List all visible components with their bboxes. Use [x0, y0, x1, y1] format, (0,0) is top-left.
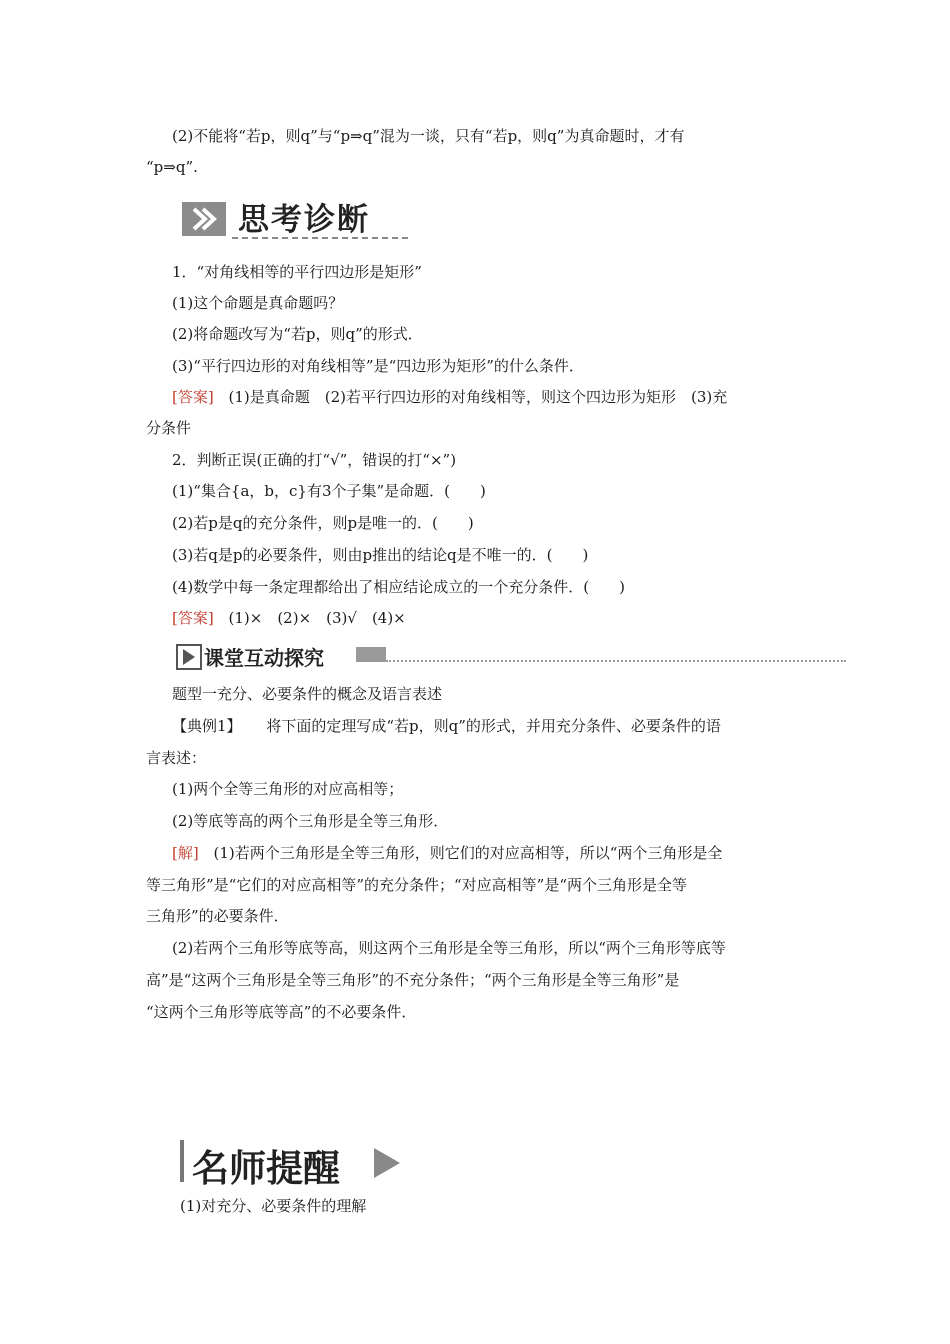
solution-text: (1)若两个三角形是全等三角形，则它们的对应高相等，所以“两个三角形是全: [213, 844, 723, 862]
example-line-2: 言表述：: [146, 749, 207, 767]
title-underline: [232, 237, 408, 239]
section-header-thinking: [182, 194, 408, 242]
section-header-tips: [180, 1138, 420, 1190]
q2-sub1: (1)“集合{a，b，c}有3个子集”是命题．( ): [172, 482, 486, 500]
title-dotted-rule: [386, 660, 846, 662]
q1-sub3: (3)“平行四边形的对角线相等”是“四边形为矩形”的什么条件．: [172, 357, 584, 375]
example-tag: 【典例1】: [172, 717, 242, 735]
q2-answer: [172, 608, 406, 628]
q1-answer-line-1: [172, 387, 727, 407]
section-title-thinking: 思考诊断: [238, 202, 370, 238]
q1-sub2: (2)将命题改写为“若p，则q”的形式．: [172, 325, 423, 343]
q2-sub2: (2)若p是q的充分条件，则p是唯一的．( ): [172, 514, 474, 532]
answer-tag: [答案]: [172, 388, 214, 406]
example-line-1: [172, 716, 721, 736]
example-text: 将下面的定理写成“若p，则q”的形式，并用充分条件、必要条件的语: [266, 717, 721, 735]
play-arrow-icon: [176, 644, 202, 670]
topic-heading: 题型一充分、必要条件的概念及语言表述: [172, 685, 443, 703]
top-note-line-1: (2)不能将“若p，则q”与“p⇒q”混为一谈，只有“若p，则q”为真命题时，才有: [172, 127, 685, 145]
title-vertical-bar: [180, 1140, 184, 1182]
q1-answer-text: (1)是真命题 (2)若平行四边形的对角线相等，则这个四边形为矩形 (3)充: [228, 388, 728, 406]
q1-sub1: (1)这个命题是真命题吗？: [172, 294, 344, 312]
q1-stem: 1．“对角线相等的平行四边形是矩形”: [172, 263, 422, 281]
triangle-right-icon: [372, 1146, 402, 1180]
solution-line-6: “这两个三角形等底等高”的不必要条件．: [146, 1003, 417, 1021]
q1-answer-line-2: 分条件: [146, 419, 192, 437]
solution-line-4: (2)若两个三角形等底等高，则这两个三角形是全等三角形，所以“两个三角形等底等: [172, 939, 726, 957]
section-header-classroom: [172, 640, 848, 670]
q2-stem: 2．判断正误(正确的打“√”，错误的打“×”): [172, 451, 457, 469]
top-note-line-2: “p⇒q”.: [146, 158, 198, 176]
solution-line-1: [172, 843, 722, 863]
q2-answer-text: (1)× (2)× (3)√ (4)×: [228, 609, 406, 627]
section-title-classroom: 课堂互动探究: [204, 646, 324, 670]
solution-line-2: 等三角形”是“它们的对应高相等”的充分条件；“对应高相等”是“两个三角形是全等: [146, 876, 688, 894]
chevron-right-icon: [182, 202, 226, 236]
q2-sub3: (3)若q是p的必要条件，则由p推出的结论q是不唯一的．( ): [172, 546, 589, 564]
example-item-1: (1)两个全等三角形的对应高相等；: [172, 780, 404, 798]
tips-item-1: (1)对充分、必要条件的理解: [180, 1197, 367, 1215]
title-bar-decoration: [356, 647, 386, 662]
solution-line-3: 三角形”的必要条件．: [146, 907, 289, 925]
example-item-2: (2)等底等高的两个三角形是全等三角形．: [172, 812, 449, 830]
answer-tag: [答案]: [172, 609, 214, 627]
solution-line-5: 高”是“这两个三角形是全等三角形”的不充分条件；“两个三角形是全等三角形”是: [146, 971, 680, 989]
solution-tag: [解]: [172, 844, 199, 862]
section-title-tips: 名师提醒: [192, 1147, 340, 1190]
q2-sub4: (4)数学中每一条定理都给出了相应结论成立的一个充分条件．( ): [172, 578, 625, 596]
